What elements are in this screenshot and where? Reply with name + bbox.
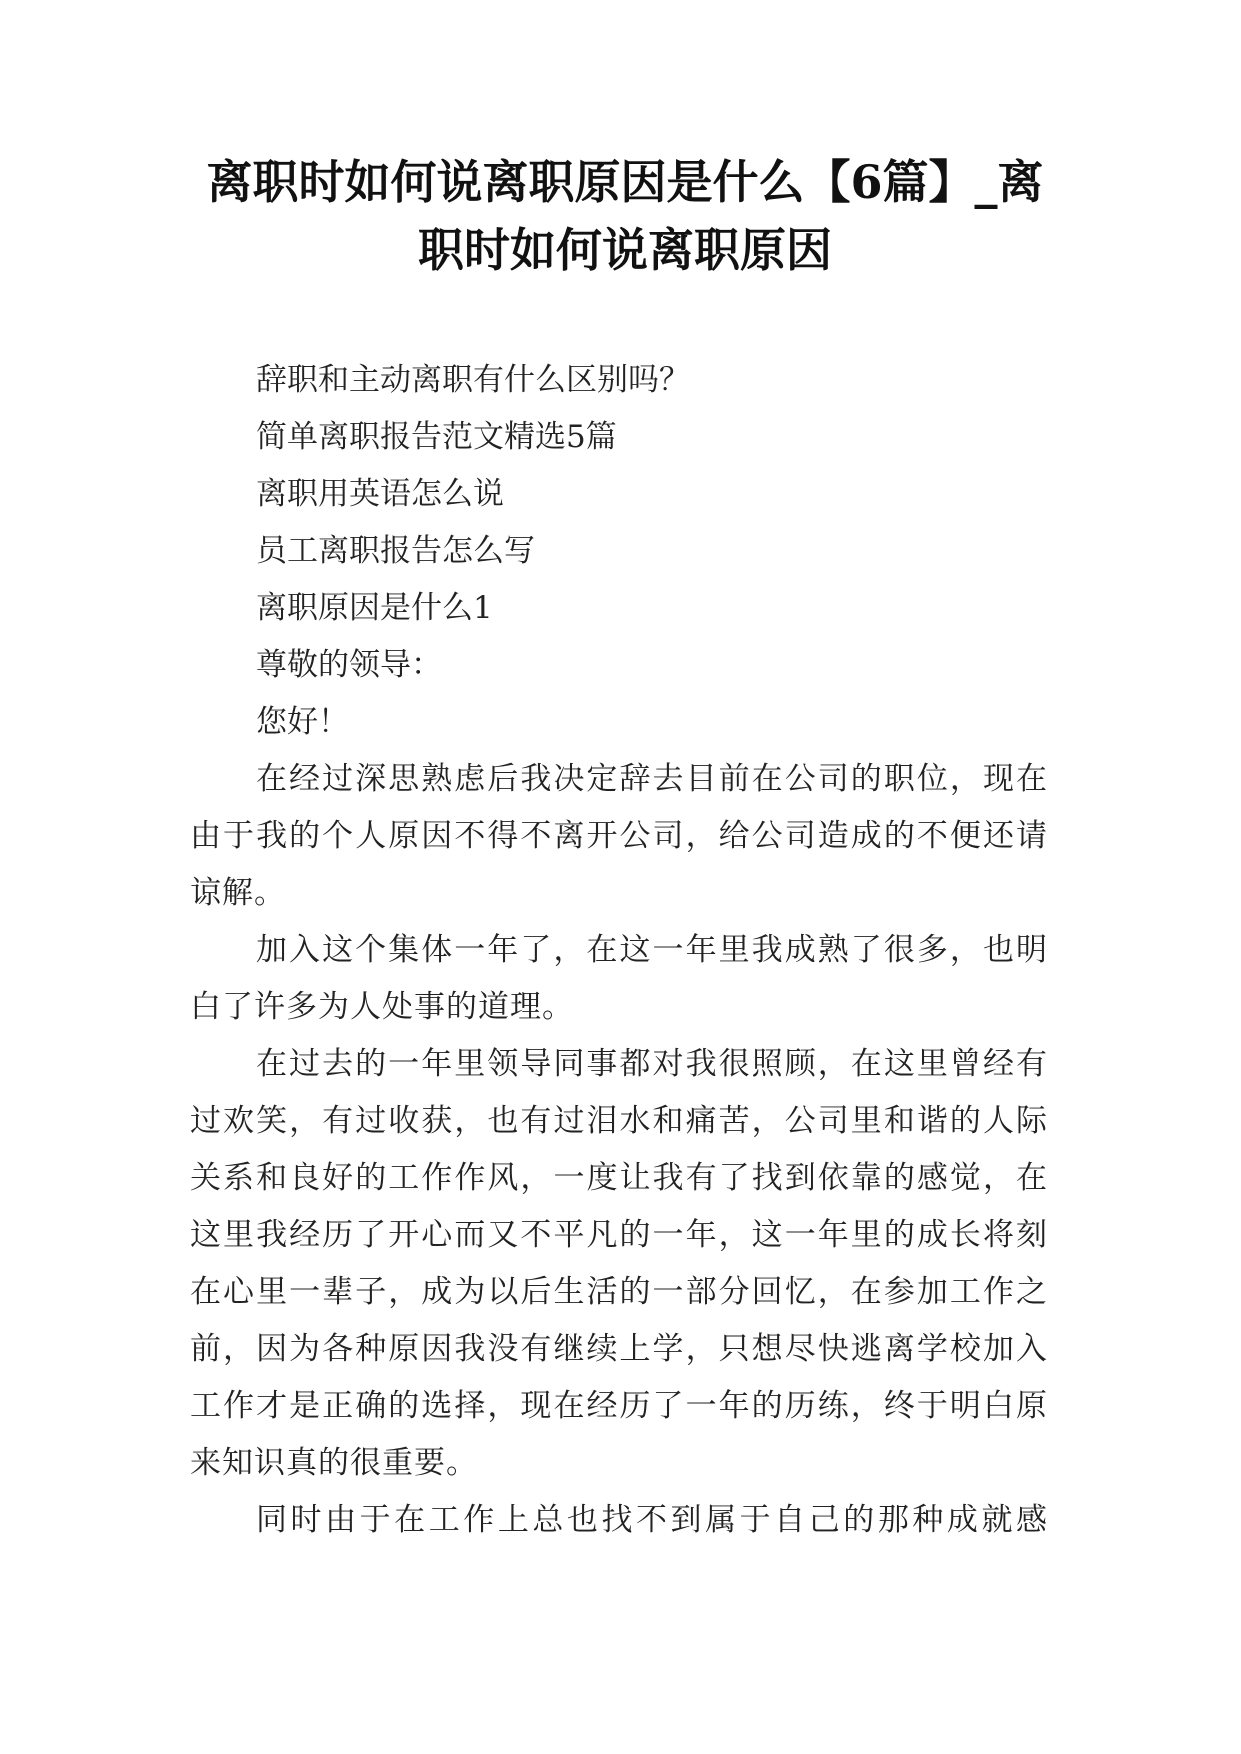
body-paragraph: 同时由于在工作上总也找不到属于自己的那种成就感 <box>256 1502 1048 1538</box>
body-line: 员工离职报告怎么写 <box>256 533 535 569</box>
body-line: 简单离职报告范文精选5篇 <box>256 419 617 455</box>
greeting: 您好！ <box>256 704 349 740</box>
salutation: 尊敬的领导： <box>256 647 442 683</box>
document-body <box>190 352 1048 1549</box>
document-title: 离职时如何说离职原因是什么【6篇】_离职时如何说离职原因 <box>206 155 1044 277</box>
body-paragraph: 加入这个集体一年了，在这一年里我成熟了很多，也明白了许多为人处事的道理。 <box>190 932 1048 1025</box>
body-line: 离职原因是什么1 <box>256 590 493 626</box>
body-line: 辞职和主动离职有什么区别吗？ <box>256 362 690 398</box>
body-line: 离职用英语怎么说 <box>256 476 504 512</box>
body-paragraph: 在经过深思熟虑后我决定辞去目前在公司的职位，现在由于我的个人原因不得不离开公司，给公司造成的不便还请谅解。 <box>190 761 1048 911</box>
body-paragraph: 在过去的一年里领导同事都对我很照顾，在这里曾经有过欢笑，有过收获，也有过泪水和痛苦，公司里和谐的人际关系和良好的工作作风，一度让我有了找到依靠的感觉，在这里我经历了开心而又不平凡的一年，这一年里的成长将刻在心里一辈子，成为以后生活的一部分回忆，在参加工作之前，因为各种原因我没有继续上学，只想尽快逃离学校加入工作才是正确的选择，现在经历了一年的历练，终于明白原来知识真的很重要。 <box>190 1046 1048 1481</box>
